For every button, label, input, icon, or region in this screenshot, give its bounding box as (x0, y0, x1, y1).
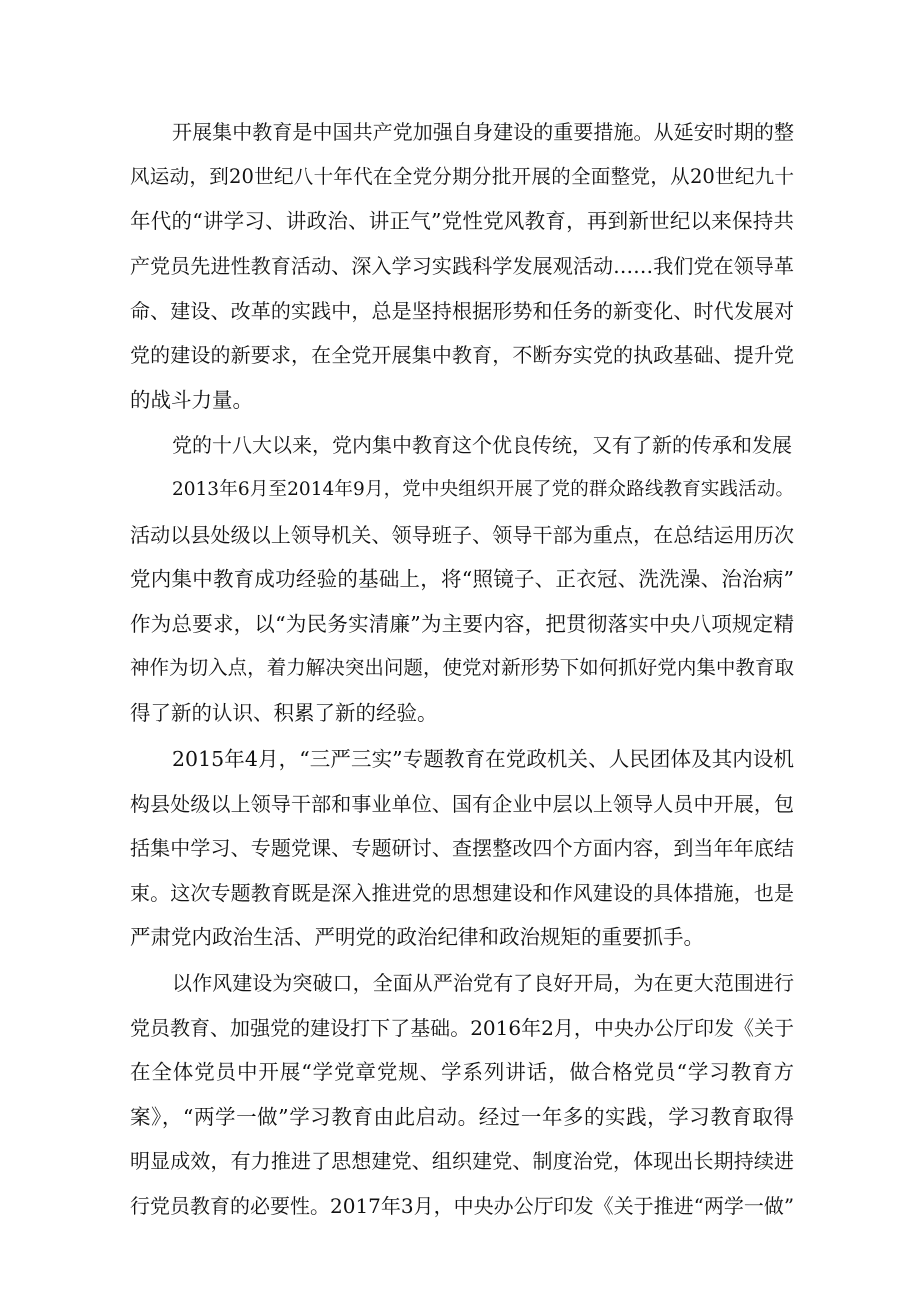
paragraph-5-line-6: 行党员教育的必要性。2017年3月，中央办公厅印发《关于推进“两学一做” (130, 1194, 795, 1218)
paragraph-1-line-6: 党的建设的新要求，在全党开展集中教育，不断夯实党的执政基础、提升党 (130, 343, 794, 367)
paragraph-3-line-6: 得了新的认识、积累了新的经验。 (130, 701, 438, 725)
paragraph-1-line-3: 年代的“讲学习、讲政治、讲正气”党性党风教育，再到新世纪以来保持共 (130, 209, 794, 233)
paragraph-3-line-4: 作为总要求，以“为民务实清廉”为主要内容，把贯彻落实中央八项规定精 (130, 612, 794, 636)
paragraph-5-line-4: 案》，“两学一做”学习教育由此启动。经过一年多的实践，学习教育取得 (130, 1105, 794, 1129)
paragraph-1-line-2: 风运动，到20世纪八十年代在全党分期分批开展的全面整党，从20世纪九十 (130, 165, 794, 188)
paragraph-3-line-3: 党内集中教育成功经验的基础上，将“照镜子、正衣冠、洗洗澡、治治病” (130, 567, 794, 591)
paragraph-5-line-3: 在全体党员中开展“学党章党规、学系列讲话，做合格党员“学习教育方 (130, 1060, 794, 1084)
paragraph-5-line-5: 明显成效，有力推进了思想建党、组织建党、制度治党，体现出长期持续进 (130, 1149, 794, 1173)
paragraph-4-line-2: 构县处级以上领导干部和事业单位、国有企业中层以上领导人员中开展，包 (130, 792, 794, 816)
paragraph-1-line-7: 的战斗力量。 (130, 388, 253, 412)
paragraph-2-line-1: 党的十八大以来，党内集中教育这个优良传统，又有了新的传承和发展 (172, 433, 792, 457)
paragraph-4-line-3: 括集中学习、专题党课、专题研讨、查摆整改四个方面内容，到当年年底结 (130, 836, 794, 860)
paragraph-5-line-2: 党员教育、加强党的建设打下了基础。2016年2月，中央办公厅印发《关于 (130, 1016, 794, 1040)
paragraph-4-line-4: 束。这次专题教育既是深入推进党的思想建设和作风建设的具体措施，也是 (130, 881, 794, 905)
paragraph-5-line-1: 以作风建设为突破口，全面从严治党有了良好开局，为在更大范围进行 (172, 971, 794, 995)
paragraph-1-line-1: 开展集中教育是中国共产党加强自身建设的重要措施。从延安时期的整 (172, 120, 794, 144)
paragraph-3-line-5: 神作为切入点，着力解决突出问题，使党对新形势下如何抓好党内集中教育取 (130, 656, 794, 679)
paragraph-4-line-1: 2015年4月，“三严三实”专题教育在党政机关、人民团体及其内设机 (172, 747, 794, 771)
paragraph-1-line-5: 命、建设、改革的实践中，总是坚持根据形势和任务的新变化、时代发展对 (130, 299, 794, 323)
paragraph-3-line-2: 活动以县处级以上领导机关、领导班子、领导干部为重点，在总结运用历次 (130, 523, 794, 547)
paragraph-1-line-4: 产党员先进性教育活动、深入学习实践科学发展观活动……我们党在领导革 (130, 254, 794, 278)
paragraph-3-line-1: 2013年6月至2014年9月，党中央组织开展了党的群众路线教育实践活动。 (172, 479, 794, 500)
paragraph-4-line-5: 严肃党内政治生活、严明党的政治纪律和政治规矩的重要抓手。 (130, 925, 704, 949)
